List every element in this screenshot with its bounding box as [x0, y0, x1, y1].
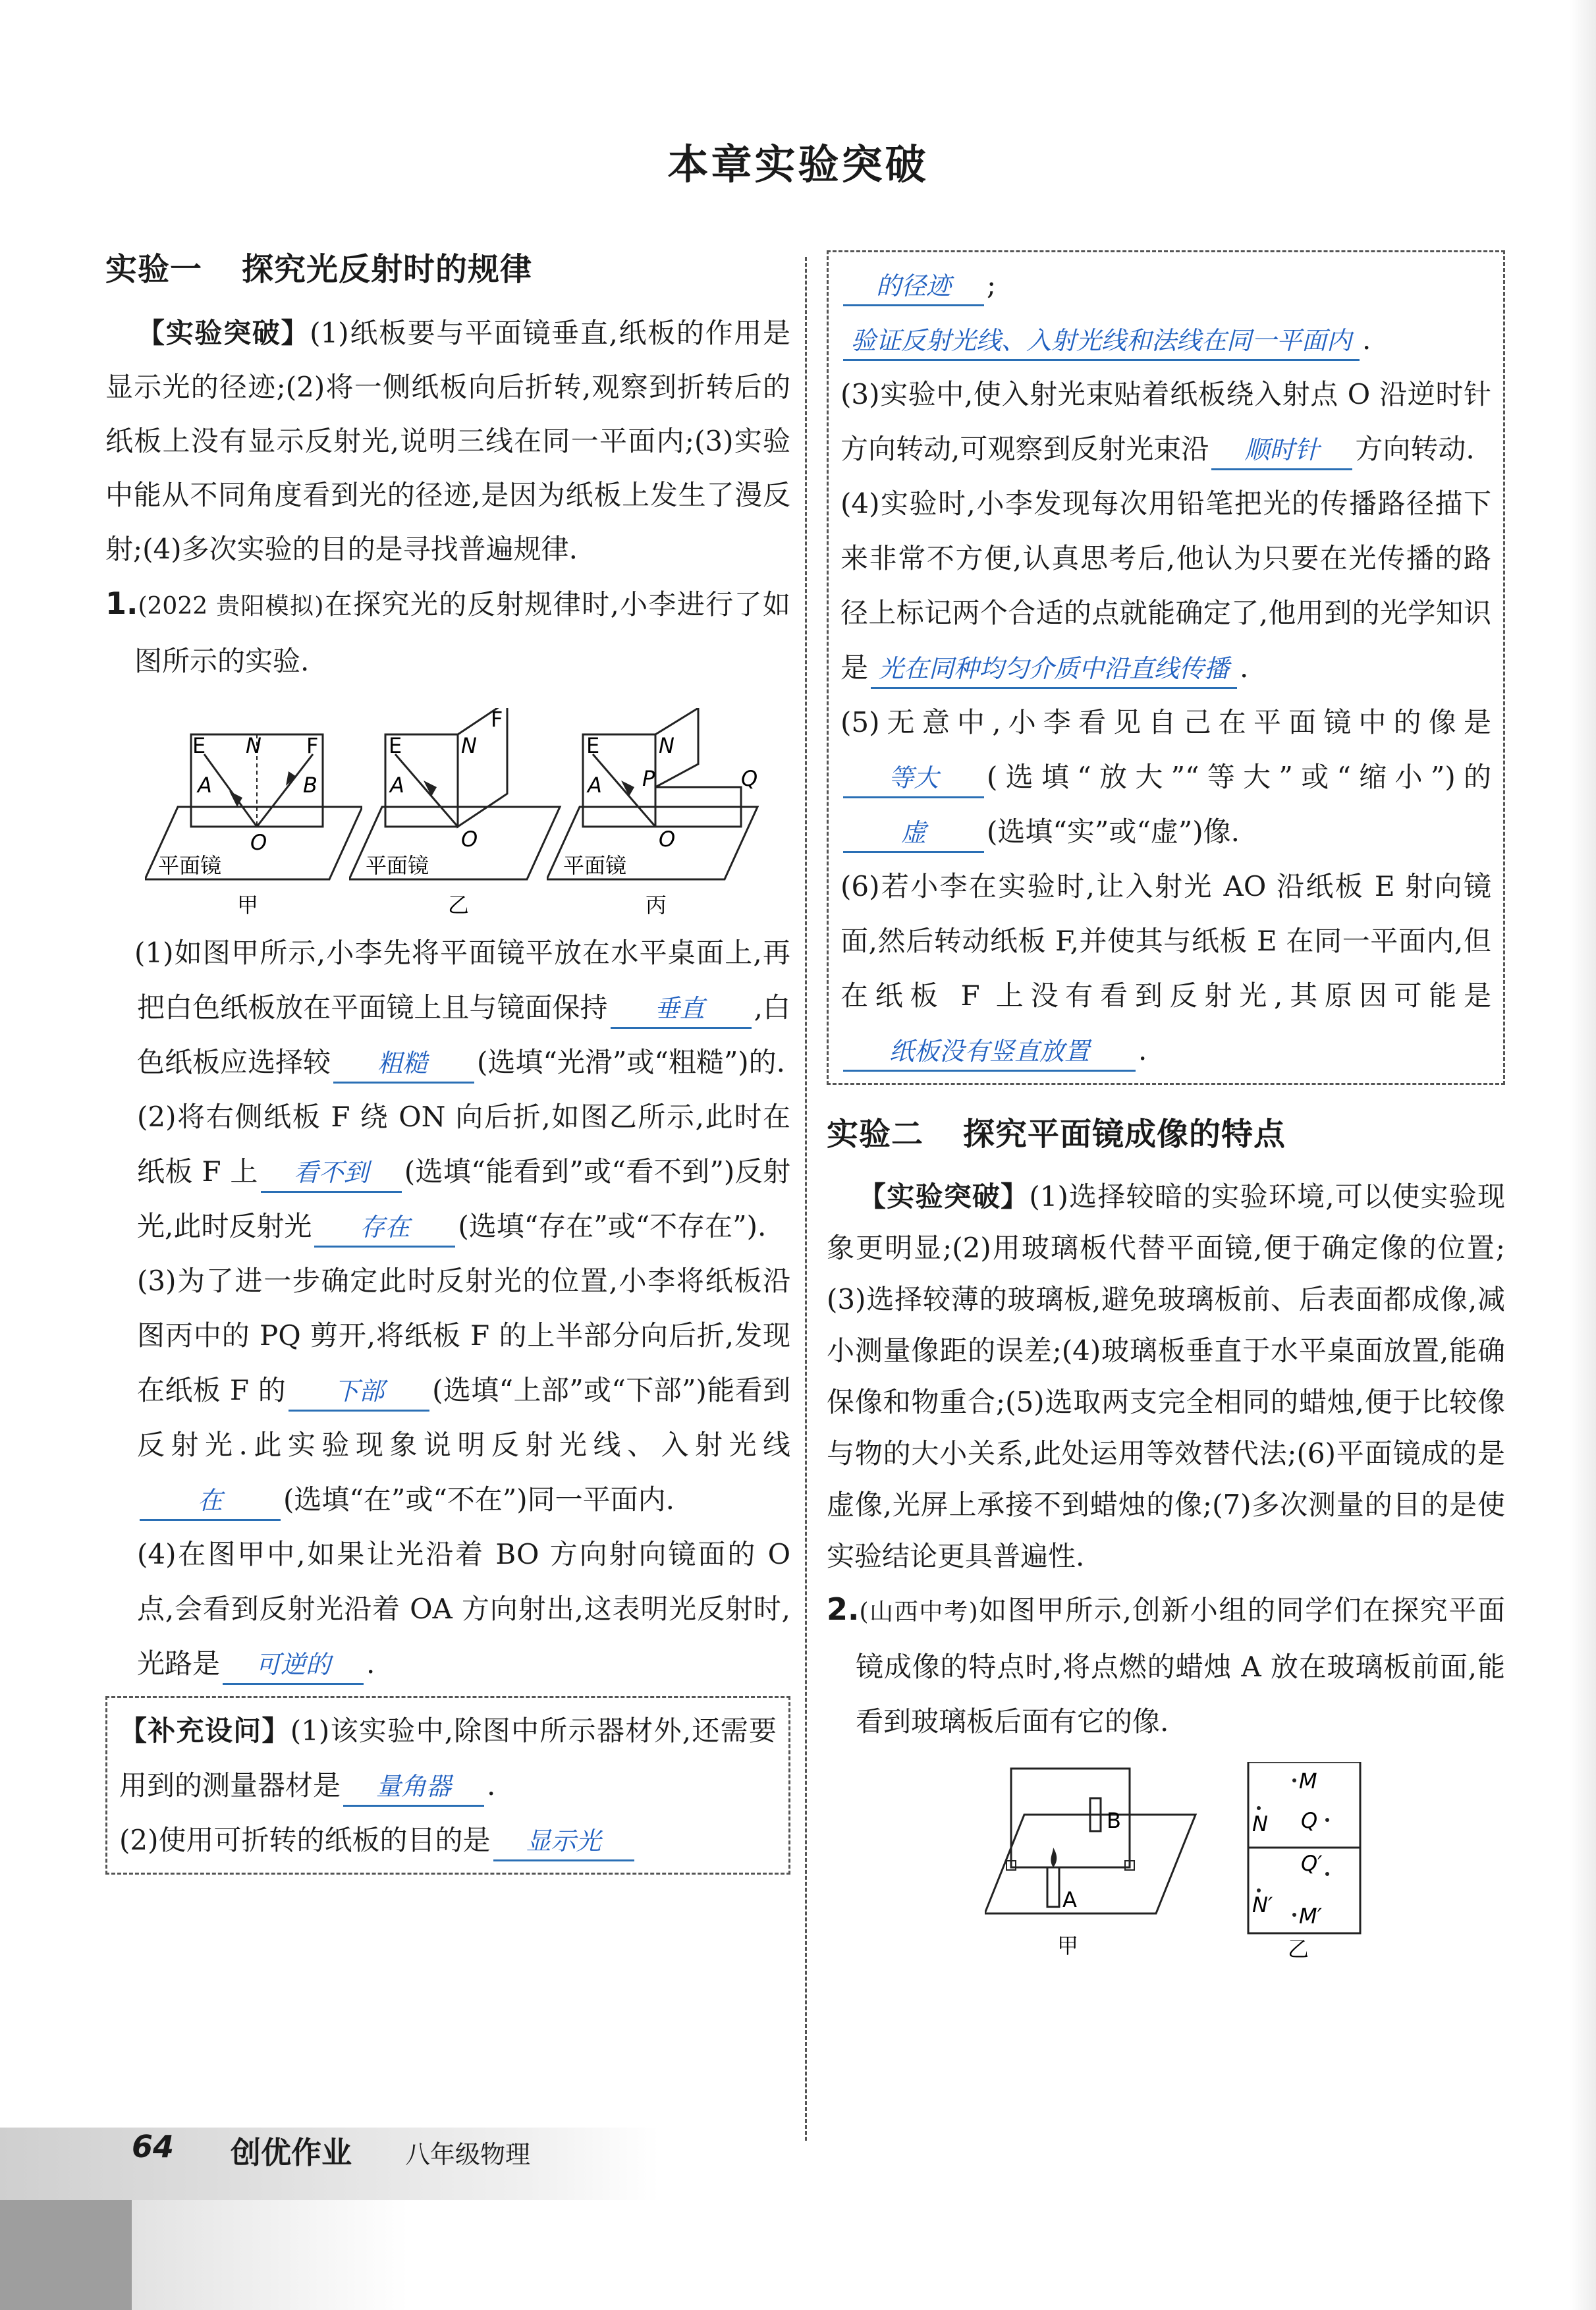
label-M-prime: M′: [1299, 1904, 1322, 1929]
supplement-part1: [119, 1703, 777, 1813]
label-N: N: [1252, 1811, 1268, 1836]
exp2-heading-text: 探究平面镜成像的特点: [963, 1116, 1286, 1153]
figure-yi: [349, 708, 566, 919]
answer-3: 看不到: [261, 1154, 402, 1193]
supplement-part1-text-b: .: [487, 1769, 496, 1801]
candle-a-flame: [1051, 1848, 1057, 1867]
page-number: 64: [132, 2129, 175, 2164]
exp2-heading: [827, 1109, 1505, 1154]
supplement-part2: [119, 1813, 777, 1867]
exp1-heading: [105, 244, 790, 289]
incident-ray-jia: [204, 754, 257, 827]
label-N-prime: N′: [1252, 1892, 1273, 1917]
figure-exp2-name-jia: 甲: [1057, 1933, 1079, 1958]
corner-shade-fade: [132, 2200, 408, 2310]
answer-11: 顺时针: [1211, 431, 1352, 470]
supplement-part4-text-b: .: [1240, 651, 1249, 684]
supplement-tag: 【补充设问】: [119, 1715, 290, 1747]
label-A-yi: A: [390, 773, 404, 798]
question-1-stem: [105, 576, 790, 688]
exp2-breakthrough: [827, 1171, 1505, 1582]
supplement-part4-text-a: (4)实验时,小李发现每次用铅笔把光的传播路径描下来非常不方便,认真思考后,他认为只要在光传播的路径上标记两个合适的点就能确定了,他用到的光学知识是: [840, 487, 1491, 684]
q1-part2-text-b: (选填“能看到”或“看不到”)反射光,此时反射光: [137, 1155, 790, 1242]
label-F-yi: F: [491, 708, 503, 732]
supplement-part4: [840, 476, 1491, 695]
q1-part1: [105, 925, 790, 1089]
q1-part3: [105, 1253, 790, 1527]
label-O-yi: O: [461, 827, 478, 852]
label-Q-prime: Q′: [1301, 1851, 1323, 1876]
exp1-breakthrough-tag: 【实验突破】: [137, 317, 310, 349]
left-column: [105, 244, 790, 1875]
figure-exp2-jia: [985, 1762, 1209, 1960]
label-M: M: [1299, 1769, 1317, 1794]
column-divider: [805, 257, 807, 2141]
label-Q: Q: [1301, 1808, 1318, 1833]
exp1-heading-text: 探究光反射时的规律: [242, 251, 533, 288]
answer-6: 在: [140, 1482, 281, 1521]
supplement-part2-text-a: (2)使用可折转的纸板的目的是: [119, 1824, 491, 1856]
question-1-text: 在探究光的反射规律时,小李进行了如图所示的实验.: [134, 588, 790, 677]
label-N-jia: N: [246, 733, 261, 758]
figure-name-yi: 乙: [448, 893, 470, 918]
q1-part1-text-c: (选填“光滑”或“粗糙”)的.: [477, 1046, 786, 1078]
label-F-jia: F: [306, 733, 319, 758]
exp2-breakthrough-tag: 【实验突破】: [858, 1180, 1030, 1213]
point-Q-prime: [1325, 1872, 1329, 1876]
q1-part3-text-a: (3)为了进一步确定此时反射光的位置,小李将纸板沿图丙中的 PQ 剪开,将纸板 F 的上半部分向后折,发现在纸板 F 的: [137, 1265, 790, 1406]
answer-15: 纸板没有竖直放置: [843, 1033, 1136, 1072]
q1-part3-text-c: (选填“在”或“不在”)同一平面内.: [283, 1483, 675, 1516]
label-candle-b: B: [1107, 1808, 1121, 1833]
exp1-figures: [105, 708, 790, 919]
supplement-part3-text-a: (3)实验中,使入射光束贴着纸板绕入射点 O 沿逆时针方向转动,可观察到反射光束沿: [840, 378, 1491, 465]
supplement-box-right: [827, 250, 1505, 1085]
question-2-source: (山西中考): [859, 1599, 978, 1626]
supplement-part3: [840, 367, 1491, 476]
label-E-jia: E: [192, 733, 206, 758]
label-O-bing: O: [659, 827, 676, 852]
exp1-breakthrough-text: (1)纸板要与平面镜垂直,纸板的作用是显示光的径迹;(2)将一侧纸板向后折转,观察到折转后的纸板上没有显示反射光,说明三线在同一平面内;(3)实验中能从不同角度看到光的径迹,是因为纸板上发生了漫反射;(4)多次实验的目的是寻找普遍规律.: [105, 317, 790, 565]
label-P-bing: P: [642, 766, 655, 791]
label-O-jia: O: [250, 830, 267, 855]
supplement-part5-text-b: (选填“放大”“等大”或“缩小”)的: [987, 761, 1491, 793]
point-N: [1257, 1806, 1261, 1810]
label-A-jia: A: [198, 773, 212, 798]
supplement-part1-text-a: (1)该实验中,除图中所示器材外,还需要用到的测量器材是: [119, 1715, 777, 1801]
question-1-source: (2022 贵阳模拟): [138, 593, 324, 620]
answer-1: 垂直: [611, 990, 752, 1029]
question-2-text: 如图甲所示,创新小组的同学们在探究平面镜成像的特点时,将点燃的蜡烛 A 放在玻璃板前面,能看到玻璃板后面有它的像.: [856, 1594, 1505, 1738]
label-N-yi: N: [461, 733, 477, 758]
figure-jia: [145, 708, 362, 919]
answer-4: 存在: [314, 1209, 455, 1248]
label-E-bing: E: [586, 733, 600, 758]
q1-part2-text-a: (2)将右侧纸板 F 绕 ON 向后折,如图乙所示,此时在纸板 F 上: [137, 1101, 790, 1188]
answer-5: 下部: [289, 1373, 429, 1412]
exp2-heading-number: 实验二: [827, 1116, 924, 1153]
corner-shade: [0, 2200, 132, 2310]
q1-part4: [105, 1527, 790, 1691]
supplement-part5-text-c: (选填“实”或“虚”)像.: [987, 815, 1240, 848]
exp1-heading-number: 实验一: [105, 251, 203, 288]
q1-part4-text-b: .: [366, 1647, 375, 1680]
answer-2: 粗糙: [333, 1045, 474, 1084]
answer-9-continued: 的径迹: [843, 267, 984, 306]
exp2-breakthrough-text: (1)选择较暗的实验环境,可以使实验现象更明显;(2)用玻璃板代替平面镜,便于确定像的位置;(3)选择较薄的玻璃板,避免玻璃板前、后表面都成像,减小测量像距的误差;(4)玻璃板垂直于水平桌面放置,能确保像和物重合;(5)选取两支完全相同的蜡烛,便于比较像与物的大小关系,此处运用等效替代法;(6)平面镜成的是虚像,光屏上承接不到蜡烛的像;(7)多次测量的目的是使实验结论更具普遍性.: [827, 1180, 1505, 1572]
supplement-part2-continued: [840, 258, 1491, 367]
footer-brand: 创优作业: [231, 2135, 352, 2170]
figure-name-bing: 丙: [646, 893, 667, 918]
q1-part3-text-b: (选填“上部”或“下部”)能看到反射光.此实验现象说明反射光线、入射光线: [137, 1374, 790, 1461]
supplement-part6-text-a: (6)若小李在实验时,让入射光 AO 沿纸板 E 射向镜面,然后转动纸板 F,并使其与纸板 E 在同一平面内,但在纸板 F 上没有看到反射光,其原因可能是: [840, 870, 1491, 1012]
point-M-prime: [1292, 1913, 1296, 1917]
answer-10: 验证反射光线、入射光线和法线在同一平面内: [843, 322, 1360, 361]
supplement-part2-text-b: ;: [987, 269, 997, 301]
question-2-number: 2.: [827, 1591, 860, 1627]
label-Q-bing: Q: [741, 766, 758, 791]
figure-bing: [547, 708, 764, 919]
figure-name-jia: 甲: [237, 893, 259, 918]
exp2-figures: [827, 1762, 1505, 1960]
figure-exp2-name-yi: 乙: [1288, 1937, 1309, 1960]
supplement-box-left: [105, 1696, 790, 1875]
page-edge-shadow: [1570, 0, 1596, 2310]
label-E-yi: E: [389, 733, 402, 758]
question-2-stem: [827, 1582, 1505, 1749]
footer-grade: 八年级物理: [405, 2140, 531, 2169]
point-M: [1292, 1778, 1296, 1782]
right-column: [827, 250, 1505, 1966]
candle-a: [1047, 1867, 1059, 1907]
incident-ray-yi: [395, 754, 458, 827]
q1-part4-text-a: (4)在图甲中,如果让光沿着 BO 方向射向镜面的 O 点,会看到反射光沿着 OA 方向射出,这表明光反射时,光路是: [137, 1538, 790, 1680]
supplement-part5-text-a: (5)无意中,小李看见自己在平面镜中的像是: [840, 706, 1491, 738]
exp1-breakthrough: [105, 306, 790, 576]
label-B-jia: B: [303, 773, 317, 798]
mirror-label-yi: 平面镜: [366, 853, 429, 878]
label-A-bing: A: [588, 773, 602, 798]
supplement-part6: [840, 859, 1491, 1078]
supplement-part5: [840, 695, 1491, 859]
answer-13: 等大: [843, 759, 984, 798]
page-title: 本章实验突破: [667, 140, 929, 188]
figure-exp2-yi: [1235, 1762, 1367, 1960]
mirror-label-bing: 平面镜: [563, 853, 627, 878]
question-1-number: 1.: [105, 586, 138, 621]
supplement-part6-text-b: .: [1138, 1034, 1147, 1066]
mirror-label-jia: 平面镜: [158, 853, 222, 878]
answer-14: 虚: [843, 814, 984, 853]
answer-8: 量角器: [343, 1768, 484, 1807]
answer-7: 可逆的: [223, 1646, 364, 1685]
supplement-part2-text-c: .: [1362, 323, 1371, 356]
supplement-part3-text-b: 方向转动.: [1355, 433, 1475, 465]
q1-part2: [105, 1089, 790, 1253]
answer-9: 显示光: [493, 1823, 634, 1861]
point-Q: [1325, 1818, 1329, 1822]
q1-part1-text-b: ,白色纸板应选择较: [137, 991, 790, 1078]
label-candle-a: A: [1062, 1887, 1077, 1912]
label-N-bing: N: [659, 733, 674, 758]
q1-part2-text-c: (选填“存在”或“不存在”).: [458, 1210, 767, 1242]
q1-part1-text-a: (1)如图甲所示,小李先将平面镜平放在水平桌面上,再把白色纸板放在平面镜上且与镜面保持: [134, 937, 790, 1024]
answer-12: 光在同种均匀介质中沿直线传播: [871, 650, 1237, 689]
